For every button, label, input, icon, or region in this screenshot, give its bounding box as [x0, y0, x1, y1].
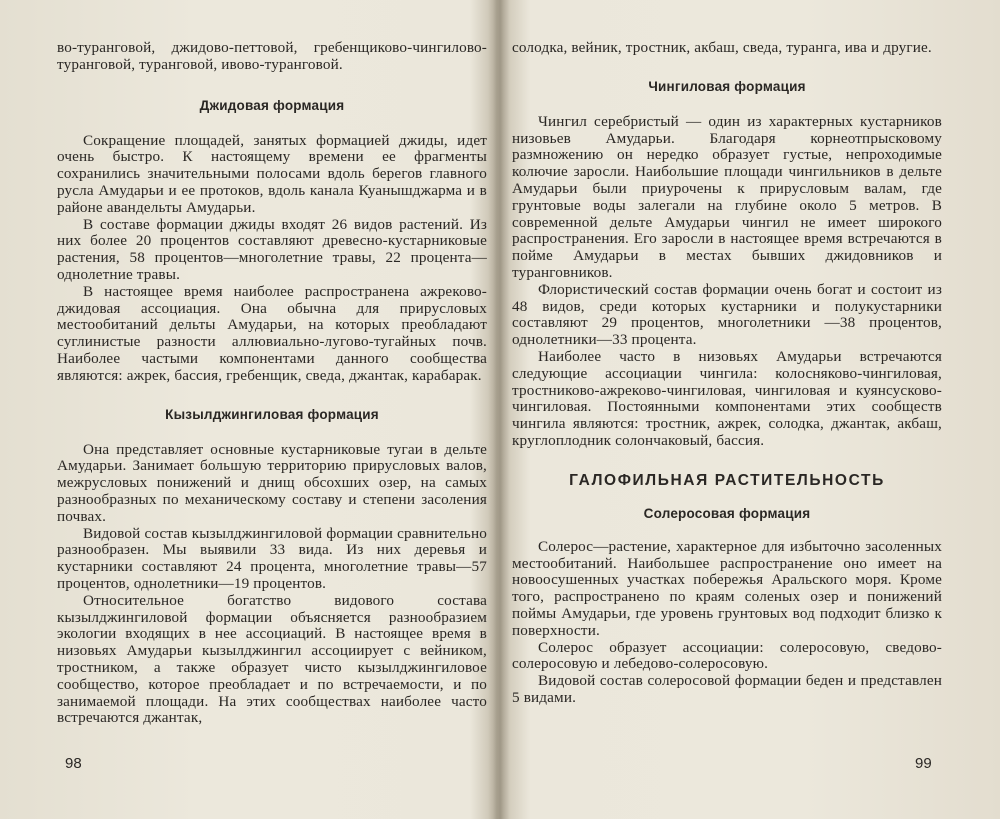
right-intro-paragraph: солодка, вейник, тростник, акбаш, сведа, туранга, ива и другие.	[512, 39, 932, 56]
page-number-right: 99	[915, 755, 932, 772]
left-intro-paragraph: во-туранговой, джидово-петтовой, гребенщиково-чингилово-туранговой, туранговой, ивово-туранговой.	[57, 39, 487, 73]
paragraph: Солерос образует ассоциации: солеросовую, сведово-солеросовую и лебедово-солеросовую.	[512, 638, 942, 673]
section-title-dzhidovaya: Джидовая формация	[199, 97, 345, 113]
right-page-text	[512, 40, 942, 707]
paragraph: Флористический состав формации очень богат и состоит из 48 видов, среди которых кустарники и полукустарники составляют 29 процентов, многолетники —38 процентов, однолетники—33 процента.	[512, 280, 942, 349]
chapter-title-galofilnaya: ГАЛОФИЛЬНАЯ РАСТИТЕЛЬНОСТЬ	[569, 471, 885, 489]
paragraph: Солерос—растение, характерное для избыточно засоленных местообитаний. Наибольшее распространение оно имеет на новоосушенных участках побережья Аральского моря. Кроме того, распространено по краям соленых озер и понижений поймы Амударьи, где уровень грунтовых вод подходит близко к поверхности.	[512, 537, 942, 639]
page-number-left: 98	[65, 755, 82, 772]
section-title-kyzyldzhingilovaya: Кызылджингиловая формация	[165, 406, 379, 422]
paragraph: Наиболее часто в низовьях Амударьи встречаются следующие ассоциации чингила: колосняково-чингиловая, тростниково-ажреково-чингиловая, чингиловая и куянсусково-чингиловая. Постоянными компонентами этих сообществ чингила являются: тростник, ажрек, солодка, джантак, акбаш, круглоплодник солончаковый, бассия.	[512, 347, 942, 449]
paragraph: Относительное богатство видового состава кызылджингиловой формации объясняется разнообразием экологии входящих в нее ассоциаций. В настоящее время в низовьях Амударьи кызылджингил ассоциирует с вейником, тростником, а также образует чисто кызылджингиловое сообщество, которое преобладает и по встречаемости, и по занимаемой площади. На этих сообществах наиболее часто встречаются джантак,	[57, 591, 487, 727]
paragraph: Она представляет основные кустарниковые тугаи в дельте Амударьи. Занимает большую территорию прирусловых валов, межрусловых понижений и днищ обсохших озер, на самых разнообразных по механическому составу и степени засоления почвах.	[57, 440, 487, 525]
paragraph: Чингил серебристый — один из характерных кустарников низовьев Амударьи. Благодаря корнеотпрысковому размножению он нередко образует густые, непроходимые колючие заросли. Наибольшие площади чингильников в дельте Амударьи были приурочены к прирусловым валам, где грунтовые воды залегали на глубине около 5 метров. В современной дельте Амударьи чингил не имеет широкого распространения. Его заросли в настоящее время встречаются в пойме Амударьи в местах бывших джидовников и туранговников.	[512, 112, 942, 281]
section-title-chingilovaya: Чингиловая формация	[648, 78, 806, 94]
book-gutter	[488, 0, 510, 819]
paragraph: Видовой состав солеросовой формации беден и представлен 5 видами.	[512, 672, 942, 706]
section-title-solerosovaya: Солеросовая формация	[643, 505, 811, 521]
paragraph: В составе формации джиды входят 26 видов растений. Из них более 20 процентов составляют древесно-кустарниковые растения, 58 процентов—многолетние травы, 22 процента—однолетние травы.	[57, 215, 487, 283]
paragraph: Видовой состав кызылджингиловой формации сравнительно разнообразен. Мы выявили 33 вида. Из них деревья и кустарники составляют 24 процента, многолетние травы—57 процентов, однолетники—19 процентов.	[57, 524, 487, 592]
left-page-text	[57, 40, 487, 727]
paragraph: Сокращение площадей, занятых формацией джиды, идет очень быстро. К настоящему времени ее фрагменты сохранились значительными полосами вдоль берегов главного русла Амударьи и ее протоков, вдоль канала Куанышджарма и в районе авандельты Амударьи.	[57, 131, 487, 216]
paragraph: В настоящее время наиболее распространена ажреково-джидовая ассоциация. Она обычна для прирусловых местообитаний дельты Амударьи, на которых преобладают суглинистые разности аллювиально-лугово-тугайных почв. Наиболее частыми компонентами данного сообщества являются: ажрек, бассия, гребенщик, сведа, джантак, карабарак.	[57, 282, 487, 384]
